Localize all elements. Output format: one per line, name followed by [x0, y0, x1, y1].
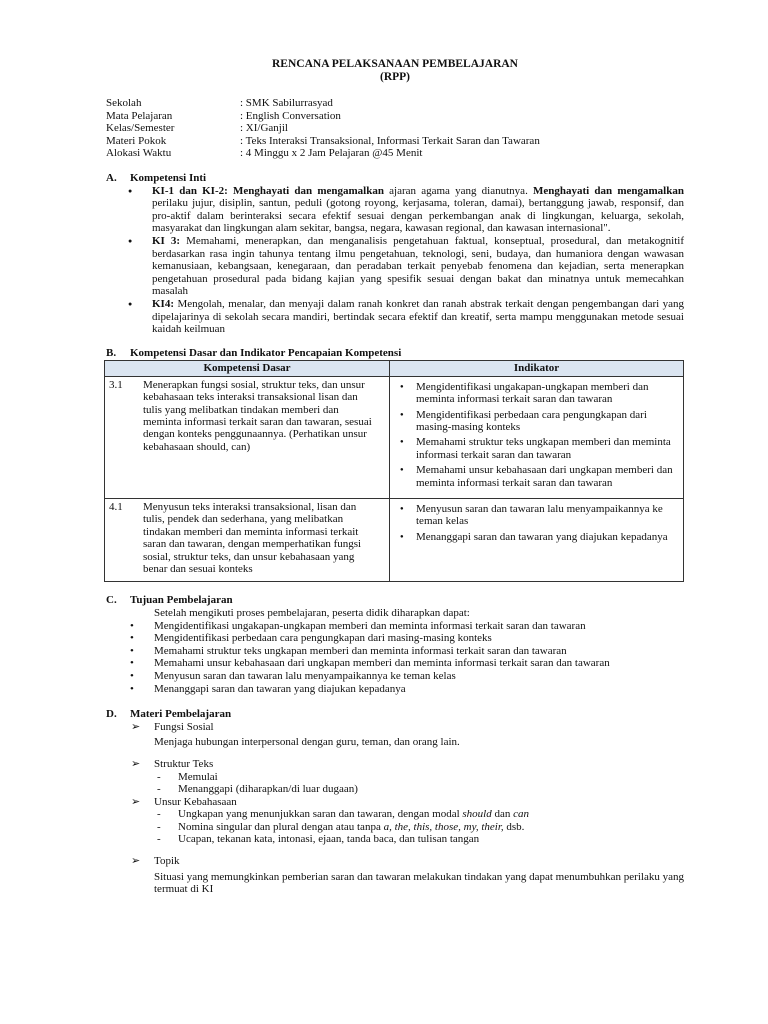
ki-bold: KI 3:	[152, 234, 181, 247]
indikator-item: ● Memahami struktur teks ungkapan memberi dan meminta informasi terkait saran dan tawaran	[416, 436, 679, 461]
struktur-item: - Memulai	[178, 771, 684, 784]
section-title: Materi Pembelajaran	[130, 708, 232, 721]
table-row	[105, 498, 684, 581]
indikator-item: ● Memahami unsur kebahasaan dari ungkapan memberi dan meminta informasi terkait saran dan tawaran	[416, 464, 679, 489]
ki-text: ajaran agama yang dianutnya.	[383, 184, 534, 197]
ki-text: Memahami, menerapkan, dan menganalisis pengetahuan faktual, konseptual, prosedural, dan metakognitif berdasarkan rasa ingin tahunya tentang ilmu pengetahuan, teknologi, seni, budaya, dan humaniora dengan wawasan kemanusiaan, kebangsaan, kenegaraan, dan peradaban terkait penyebab fenomena dan kejadian, serta menerapkan pengetahuan prosedural pada bidang kajian yang spesifik sesuai dengan bakat dan minatnya untuk memecahkan masalah	[152, 234, 685, 298]
identity-row	[106, 122, 684, 135]
indikator-list	[394, 381, 679, 489]
ki-text: Mengolah, menalar, dan menyaji dalam ranah konkret dan ranah abstrak terkait dengan pengembangan dari yang dipelajarinya di sekolah secara mandiri, bertindak secara efektif dan kreatif, serta mampu menggunakan metode sesuai kaidah keilmuan	[152, 297, 684, 336]
identity-row	[106, 147, 684, 160]
section-a-heading	[106, 172, 684, 185]
kd-number: 3.1	[109, 378, 123, 391]
identity-value: : SMK Sabilurrasyad	[240, 97, 333, 109]
identity-label: Alokasi Waktu	[106, 147, 172, 160]
section-letter: B.	[106, 346, 117, 359]
materi-unsur-kebahasaan: ➢ Unsur Kebahasaan	[106, 796, 684, 809]
materi-fungsi-sosial: ➢ Fungsi Sosial	[106, 721, 684, 734]
identity-label: Mata Pelajaran	[106, 109, 173, 122]
ki-item	[152, 298, 684, 336]
kd-cell	[105, 498, 390, 581]
ki-text: perilaku jujur, disiplin, santun, peduli (gotong royong, kerjasama, toleran, damai), bertanggung jawab, responsif, dan pro-aktif dalam berinteraksi secara efektif sesuai dengan perkembangan anak di lingkungan, keluarga, sekolah, masyarakat dan lingkungan alam sekitar, bangsa, negara, kawasan regional, dan kawasan internasional".	[152, 197, 684, 235]
kd-text: Menyusun teks interaksi transaksional, lisan dan tulis, pendek dan sederhana, yang melibatkan tindakan memberi dan meminta informasi terkait saran dan tawaran, dengan memperhatikan fungsi sosial, struktur teks, dan unsur kebahasaan yang benar dan sesuai konteks	[143, 500, 362, 575]
identity-row	[106, 110, 684, 123]
materi-topik: ➢ Topik	[106, 855, 684, 868]
kd-text: Menerapkan fungsi sosial, struktur teks, dan unsur kebahasaan teks interaksi transaksional lisan dan tulis yang melibatkan tindakan memberi dan meminta informasi terkait saran dan tawaran, sesuai dengan konteks penggunaannya. (Perhatikan unsur kebahasaan should, can)	[143, 378, 372, 453]
unsur-list	[106, 808, 684, 846]
identity-label: Materi Pokok	[106, 134, 167, 147]
indikator-item: ● Mengidentifikasi ungakapan-ungkapan memberi dan meminta informasi terkait saran dan tawaran	[416, 381, 679, 406]
ki-item	[152, 235, 684, 298]
ki-bold: KI-1 dan KI-2: Menghayati dan mengamalkan	[152, 184, 384, 197]
unsur-item: - Ucapan, tekanan kata, intonasi, ejaan, tanda baca, dan tulisan tangan	[178, 833, 684, 846]
section-d-heading	[106, 708, 684, 721]
tujuan-item: • Mengidentifikasi perbedaan cara pengungkapan dari masing-masing konteks	[154, 632, 684, 645]
table-row	[105, 376, 684, 498]
indikator-cell	[390, 376, 684, 498]
struktur-item: - Menanggapi (diharapkan/di luar dugaan)	[178, 783, 684, 796]
indikator-item: ● Menanggapi saran dan tawaran yang diajukan kepadanya	[416, 531, 679, 543]
section-letter: C.	[106, 594, 117, 607]
identity-label: Kelas/Semester	[106, 122, 175, 135]
tujuan-item: • Memahami unsur kebahasaan dari ungkapan memberi dan meminta informasi terkait saran dan tawaran	[154, 657, 684, 670]
ki-bold: KI4:	[152, 297, 174, 310]
section-b-heading	[106, 347, 684, 360]
identity-row	[106, 135, 684, 148]
section-title: Kompetensi Inti	[130, 171, 207, 184]
topik-desc: Situasi yang memungkinkan pemberian saran dan tawaran melakukan tindakan yang dapat menumbuhkan perilaku yang termuat di KI	[154, 870, 684, 896]
column-header-indikator: Indikator	[390, 361, 684, 376]
section-letter: D.	[106, 708, 117, 721]
identity-value: : 4 Minggu x 2 Jam Pelajaran @45 Menit	[240, 147, 423, 160]
tujuan-list	[106, 620, 684, 696]
document-subtitle: (RPP)	[379, 71, 410, 83]
kd-cell	[105, 376, 390, 498]
identity-row	[106, 97, 684, 110]
section-title: Tujuan Pembelajaran	[130, 594, 233, 607]
section-letter: A.	[106, 171, 117, 184]
unsur-item: - Nomina singular dan plural dengan atau tanpa a, the, this, those, my, their, dsb.	[178, 821, 684, 834]
ki-item	[152, 185, 684, 235]
indikator-cell	[390, 498, 684, 581]
indikator-item: ● Mengidentifikasi perbedaan cara pengungkapan dari masing-masing konteks	[416, 409, 679, 434]
identity-value: : XI/Ganjil	[240, 122, 288, 135]
materi-struktur-teks: ➢ Struktur Teks	[106, 758, 684, 771]
column-header-kd: Kompetensi Dasar	[105, 361, 390, 376]
table-header-row	[105, 361, 684, 376]
tujuan-item: • Mengidentifikasi ungakapan-ungkapan memberi dan meminta informasi terkait saran dan tawaran	[154, 620, 684, 633]
indikator-item: ● Menyusun saran dan tawaran lalu menyampaikannya ke teman kelas	[416, 503, 679, 528]
tujuan-intro: Setelah mengikuti proses pembelajaran, peserta didik diharapkan dapat:	[154, 606, 470, 619]
identity-value: : English Conversation	[240, 109, 341, 122]
identity-value: : Teks Interaksi Transaksional, Informasi Terkait Saran dan Tawaran	[240, 134, 540, 147]
tujuan-item: • Menyusun saran dan tawaran lalu menyampaikannya ke teman kelas	[154, 670, 684, 683]
identity-block	[106, 97, 684, 160]
struktur-list	[106, 771, 684, 796]
kompetensi-inti-list	[106, 185, 684, 336]
unsur-item: - Ungkapan yang menunjukkan saran dan tawaran, dengan modal should dan can	[178, 808, 684, 821]
kompetensi-table	[104, 360, 684, 582]
indikator-list	[394, 503, 679, 543]
identity-label: Sekolah	[106, 97, 142, 109]
tujuan-item: • Memahami struktur teks ungkapan memberi dan meminta informasi terkait saran dan tawaran	[154, 645, 684, 658]
kd-number: 4.1	[109, 500, 123, 513]
document-title: RENCANA PELAKSANAAN PEMBELAJARAN	[272, 58, 518, 70]
ki-bold: Menghayati dan mengamalkan	[533, 184, 684, 197]
fungsi-sosial-desc: Menjaga hubungan interpersonal dengan guru, teman, dan orang lain.	[154, 736, 460, 749]
section-c-heading	[106, 594, 684, 607]
tujuan-item: • Menanggapi saran dan tawaran yang diajukan kepadanya	[154, 683, 684, 696]
section-title: Kompetensi Dasar dan Indikator Pencapaian Kompetensi	[130, 346, 402, 359]
